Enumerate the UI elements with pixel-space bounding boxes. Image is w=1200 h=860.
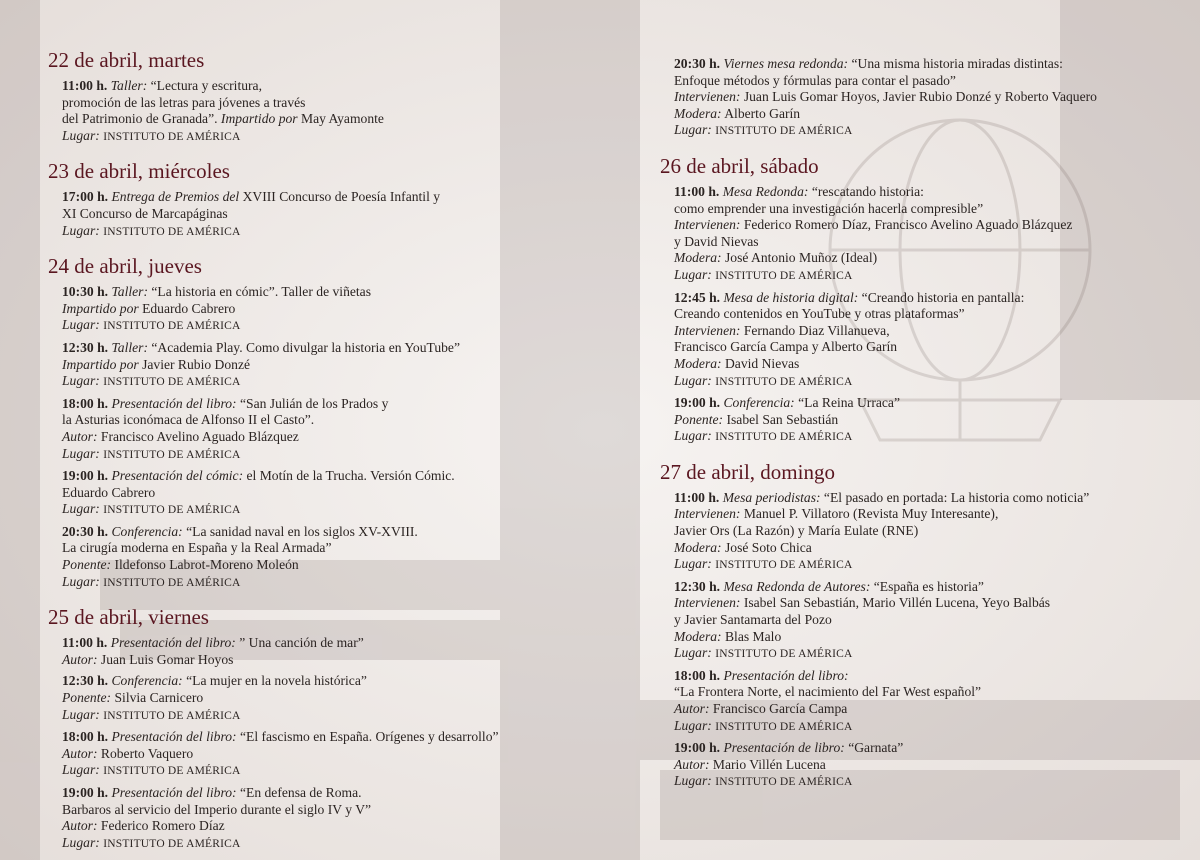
event-venue: INSTITUTO DE AMÉRICA <box>103 225 241 238</box>
event-line <box>62 284 608 301</box>
event-line <box>674 757 1180 774</box>
event-role-label: Viernes mesa redonda: <box>723 56 849 71</box>
event-time: 19:00 h. <box>674 740 721 756</box>
event-role-label: Modera: <box>674 105 722 121</box>
event-text: Alberto Garín <box>721 105 801 121</box>
event-line <box>674 290 1180 307</box>
event-text: “Una misma historia miradas distintas: <box>848 56 1063 71</box>
event-text: David Nievas <box>721 355 800 371</box>
event-entry <box>674 184 1180 285</box>
event-role-label: Autor: <box>62 651 98 667</box>
event-text: “rescatando historia: <box>808 183 924 199</box>
event-line <box>674 718 1180 736</box>
event-line <box>674 645 1180 663</box>
event-role-label: Lugar: <box>674 428 712 444</box>
event-role-label: Mesa Redonda: <box>722 183 809 199</box>
event-text: Mario Villén Lucena <box>709 756 826 772</box>
event-time: 19:00 h. <box>62 785 109 800</box>
event-role-label: Autor: <box>62 745 98 761</box>
event-line <box>674 306 1180 323</box>
event-role-label: Lugar: <box>674 122 712 138</box>
event-line <box>62 540 608 557</box>
event-role-label: Presentación del libro: <box>111 729 237 745</box>
event-text: “San Julián de los Prados y <box>236 395 389 411</box>
event-line <box>62 357 608 374</box>
event-entry <box>674 56 1180 140</box>
event-venue: INSTITUTO DE AMÉRICA <box>715 125 853 138</box>
event-line <box>62 574 608 592</box>
event-role-label: Lugar: <box>674 372 712 388</box>
event-text: del Patrimonio de Granada”. <box>62 111 221 127</box>
event-line <box>674 323 1180 340</box>
event-line <box>62 111 608 128</box>
event-entry <box>674 740 1180 791</box>
event-line <box>674 701 1180 718</box>
event-text: “La mujer en la novela histórica” <box>182 673 367 689</box>
event-entry <box>62 396 608 463</box>
event-entry <box>62 635 608 668</box>
event-text: la Asturias iconómaca de Alfonso II el Casto”. <box>62 412 315 428</box>
event-text: Ildefonso Labrot-Moreno Moleón <box>111 557 299 573</box>
event-text: XVIII Concurso de Poesía Infantil y <box>239 189 441 205</box>
event-role-label: Impartido por <box>220 111 298 127</box>
event-text: como emprender una investigación hacerla compresible” <box>674 200 984 216</box>
event-entry <box>62 468 608 519</box>
event-line <box>674 684 1180 701</box>
event-role-label: Lugar: <box>62 317 100 333</box>
event-line <box>674 234 1180 251</box>
event-time: 19:00 h. <box>674 395 721 411</box>
event-time: 12:30 h. <box>62 339 109 355</box>
event-role-label: Intervienen: <box>674 595 741 611</box>
event-text: “Garnata” <box>844 740 904 756</box>
event-role-label: Mesa de historia digital: <box>723 289 859 305</box>
event-time: 11:00 h. <box>674 183 720 199</box>
event-text: Juan Luis Gomar Hoyos <box>97 651 234 667</box>
event-role-label: Presentación de libro: <box>723 740 845 756</box>
event-line <box>62 446 608 464</box>
event-text: Enfoque métodos y fórmulas para contar el pasado” <box>674 72 956 88</box>
event-entry <box>674 395 1180 446</box>
event-line <box>62 785 608 802</box>
event-role-label: Lugar: <box>62 222 100 238</box>
event-line <box>62 189 608 206</box>
event-role-label: Taller: <box>111 284 148 300</box>
event-text: “En defensa de Roma. <box>236 785 362 800</box>
event-line <box>62 818 608 835</box>
event-line <box>674 740 1180 757</box>
event-text: “La Frontera Norte, el nacimiento del Far West español” <box>674 684 982 700</box>
event-text: “Creando historia en pantalla: <box>858 289 1025 305</box>
event-venue: INSTITUTO DE AMÉRICA <box>715 559 853 572</box>
event-venue: INSTITUTO DE AMÉRICA <box>103 576 241 589</box>
event-line <box>674 395 1180 412</box>
event-time: 17:00 h. <box>62 189 109 205</box>
event-role-label: Lugar: <box>674 266 712 282</box>
event-entry <box>62 78 608 145</box>
event-line <box>674 629 1180 646</box>
event-entry <box>62 284 608 335</box>
event-venue: INSTITUTO DE AMÉRICA <box>103 130 241 143</box>
event-line <box>674 373 1180 391</box>
event-text: “España es historia” <box>870 578 984 594</box>
event-time: 11:00 h. <box>62 635 108 651</box>
event-text: XI Concurso de Marcapáginas <box>62 205 228 221</box>
event-text: Eduardo Cabrero <box>138 300 236 316</box>
event-text: Federico Romero Díaz, Francisco Avelino Aguado Blázquez <box>740 217 1073 233</box>
event-role-label: Autor: <box>674 756 710 772</box>
event-role-label: Taller: <box>111 339 148 355</box>
event-line <box>62 707 608 725</box>
event-venue: INSTITUTO DE AMÉRICA <box>103 709 241 722</box>
event-role-label: Lugar: <box>62 127 100 143</box>
event-line <box>674 579 1180 596</box>
event-text: “Lectura y escritura, <box>147 78 262 93</box>
event-text: “La historia en cómic”. Taller de viñetas <box>148 284 372 300</box>
event-entry <box>674 490 1180 574</box>
event-text: Blas Malo <box>721 628 782 644</box>
event-line <box>674 540 1180 557</box>
event-text: Francisco Avelino Aguado Blázquez <box>97 428 299 444</box>
event-venue: INSTITUTO DE AMÉRICA <box>715 431 853 444</box>
event-role-label: Conferencia: <box>111 523 183 539</box>
event-entry <box>62 340 608 391</box>
event-line <box>62 835 608 853</box>
event-line <box>674 339 1180 356</box>
event-role-label: Mesa periodistas: <box>722 489 821 505</box>
event-time: 20:30 h. <box>62 523 109 539</box>
event-role-label: Lugar: <box>674 645 712 661</box>
event-role-label: Autor: <box>674 701 710 716</box>
event-role-label: Presentación del libro: <box>110 635 236 651</box>
event-line <box>674 428 1180 446</box>
event-time: 12:30 h. <box>674 578 721 594</box>
event-text: Francisco García Campa <box>709 701 848 716</box>
event-role-label: Entrega de Premios del <box>111 189 240 205</box>
event-role-label: Ponente: <box>62 690 112 706</box>
event-time: 12:30 h. <box>62 673 109 689</box>
event-line <box>674 217 1180 234</box>
event-venue: INSTITUTO DE AMÉRICA <box>715 269 853 282</box>
event-line <box>674 412 1180 429</box>
day-heading: 26 de abril, sábado <box>660 153 819 178</box>
event-text: “La sanidad naval en los siglos XV-XVIII. <box>182 523 418 539</box>
event-time: 10:30 h. <box>62 284 109 300</box>
event-line <box>674 267 1180 285</box>
event-role-label: Presentación del libro: <box>111 785 237 800</box>
event-line <box>674 356 1180 373</box>
event-entry <box>62 189 608 240</box>
event-line <box>674 556 1180 574</box>
event-text: Javier Ors (La Razón) y María Eulate (RNE) <box>674 523 919 539</box>
event-role-label: Ponente: <box>62 557 112 573</box>
event-venue: INSTITUTO DE AMÉRICA <box>103 765 241 778</box>
event-line <box>674 89 1180 106</box>
event-role-label: Presentación del libro: <box>723 667 849 683</box>
event-line <box>62 729 608 746</box>
event-text: “El pasado en portada: La historia como noticia” <box>820 489 1090 505</box>
event-line <box>62 340 608 357</box>
event-entry <box>674 290 1180 391</box>
event-role-label: Mesa Redonda de Autores: <box>723 578 871 594</box>
event-time: 11:00 h. <box>62 78 108 93</box>
event-entry <box>62 524 608 591</box>
event-time: 20:30 h. <box>674 56 721 71</box>
event-role-label: Conferencia: <box>111 673 183 689</box>
event-venue: INSTITUTO DE AMÉRICA <box>715 720 853 733</box>
event-line <box>674 773 1180 791</box>
event-text: “La Reina Urraca” <box>794 395 900 411</box>
event-role-label: Presentación del libro: <box>111 395 237 411</box>
event-line <box>674 595 1180 612</box>
event-line <box>674 250 1180 267</box>
event-text: “Academia Play. Como divulgar la historia en YouTube” <box>148 339 460 355</box>
event-entry <box>62 785 608 852</box>
event-line <box>62 762 608 780</box>
event-line <box>62 206 608 223</box>
event-time: 19:00 h. <box>62 468 109 484</box>
event-line <box>62 396 608 413</box>
event-text: Silvia Carnicero <box>111 690 204 706</box>
event-role-label: Intervienen: <box>674 89 741 105</box>
event-line <box>62 373 608 391</box>
event-line <box>674 184 1180 201</box>
event-role-label: Presentación del cómic: <box>111 468 244 484</box>
event-role-label: Lugar: <box>62 706 100 722</box>
event-role-label: Autor: <box>62 428 98 444</box>
event-line <box>62 429 608 446</box>
event-role-label: Lugar: <box>62 834 100 850</box>
event-line <box>62 501 608 519</box>
event-entry <box>674 668 1180 735</box>
event-line <box>62 95 608 112</box>
event-text: Eduardo Cabrero <box>62 484 156 500</box>
event-role-label: Intervienen: <box>674 217 741 233</box>
event-role-label: Autor: <box>62 818 98 834</box>
event-venue: INSTITUTO DE AMÉRICA <box>715 776 853 789</box>
event-text: Fernando Diaz Villanueva, <box>740 322 890 338</box>
day-heading: 24 de abril, jueves <box>48 254 202 279</box>
event-venue: INSTITUTO DE AMÉRICA <box>103 504 241 517</box>
event-text: Francisco García Campa y Alberto Garín <box>674 339 898 355</box>
event-line <box>62 802 608 819</box>
event-time: 18:00 h. <box>674 667 721 683</box>
left-column <box>48 48 608 857</box>
event-line <box>62 652 608 669</box>
event-line <box>62 746 608 763</box>
event-role-label: Taller: <box>110 78 148 93</box>
event-text: y David Nievas <box>674 233 759 249</box>
event-role-label: Impartido por <box>62 356 139 372</box>
event-text: promoción de las letras para jóvenes a través <box>62 94 306 110</box>
event-role-label: Ponente: <box>674 411 724 427</box>
event-text: el Motín de la Trucha. Versión Cómic. <box>243 468 455 484</box>
event-text: ” Una canción de mar” <box>235 635 364 651</box>
event-role-label: Impartido por <box>62 300 139 316</box>
event-text: Juan Luis Gomar Hoyos, Javier Rubio Donzé y Roberto Vaquero <box>740 89 1097 105</box>
event-line <box>674 73 1180 90</box>
day-heading: 25 de abril, viernes <box>48 605 209 630</box>
event-role-label: Lugar: <box>62 445 100 461</box>
event-text: Isabel San Sebastián, Mario Villén Lucena, Yeyo Balbás <box>740 595 1051 611</box>
event-entry <box>674 579 1180 663</box>
event-text: Javier Rubio Donzé <box>138 356 251 372</box>
event-time: 12:45 h. <box>674 289 721 305</box>
event-role-label: Modera: <box>674 628 722 644</box>
event-venue: INSTITUTO DE AMÉRICA <box>103 448 241 461</box>
event-venue: INSTITUTO DE AMÉRICA <box>103 376 241 389</box>
event-text: Federico Romero Díaz <box>97 818 225 834</box>
event-time: 18:00 h. <box>62 729 109 745</box>
event-text: May Ayamonte <box>297 111 384 127</box>
day-heading: 23 de abril, miércoles <box>48 159 230 184</box>
event-text: Barbaros al servicio del Imperio durante el siglo IV y V” <box>62 801 372 817</box>
event-line <box>62 223 608 241</box>
event-text: Manuel P. Villatoro (Revista Muy Interesante), <box>740 506 999 522</box>
event-entry <box>62 729 608 780</box>
event-line <box>62 635 608 652</box>
event-line <box>62 317 608 335</box>
event-venue: INSTITUTO DE AMÉRICA <box>103 837 241 850</box>
event-text: y Javier Santamarta del Pozo <box>674 612 832 628</box>
event-text: Isabel San Sebastián <box>723 411 839 427</box>
event-line <box>674 56 1180 73</box>
event-role-label: Lugar: <box>62 762 100 778</box>
event-line <box>62 485 608 502</box>
event-venue: INSTITUTO DE AMÉRICA <box>103 320 241 333</box>
event-line <box>674 668 1180 685</box>
event-role-label: Conferencia: <box>723 395 795 411</box>
event-role-label: Modera: <box>674 539 722 555</box>
event-role-label: Intervienen: <box>674 322 741 338</box>
event-line <box>674 490 1180 507</box>
event-text: Creando contenidos en YouTube y otras plataformas” <box>674 306 965 322</box>
event-role-label: Modera: <box>674 250 722 266</box>
day-heading: 22 de abril, martes <box>48 48 205 72</box>
event-venue: INSTITUTO DE AMÉRICA <box>715 375 853 388</box>
event-line <box>62 412 608 429</box>
event-role-label: Lugar: <box>674 717 712 733</box>
event-line <box>674 506 1180 523</box>
event-line <box>62 524 608 541</box>
event-role-label: Lugar: <box>62 373 100 389</box>
event-text: José Antonio Muñoz (Ideal) <box>721 250 878 266</box>
event-line <box>62 78 608 95</box>
event-time: 18:00 h. <box>62 395 109 411</box>
event-text: La cirugía moderna en España y la Real Armada” <box>62 540 332 556</box>
event-line <box>674 106 1180 123</box>
event-text: José Soto Chica <box>721 539 812 555</box>
event-line <box>62 557 608 574</box>
event-text: Roberto Vaquero <box>97 745 194 761</box>
event-line <box>62 301 608 318</box>
event-line <box>62 128 608 146</box>
event-role-label: Intervienen: <box>674 506 741 522</box>
event-line <box>62 468 608 485</box>
event-role-label: Lugar: <box>62 573 100 589</box>
event-role-label: Lugar: <box>674 773 712 789</box>
event-line <box>674 201 1180 218</box>
day-heading: 27 de abril, domingo <box>660 459 835 484</box>
right-column <box>660 56 1180 796</box>
event-venue: INSTITUTO DE AMÉRICA <box>715 648 853 661</box>
event-line <box>62 673 608 690</box>
event-line <box>674 122 1180 140</box>
event-role-label: Lugar: <box>674 556 712 572</box>
event-role-label: Lugar: <box>62 501 100 517</box>
event-role-label: Modera: <box>674 355 722 371</box>
event-text: “El fascismo en España. Orígenes y desarrollo” <box>236 729 499 745</box>
event-time: 11:00 h. <box>674 489 720 505</box>
event-line <box>62 690 608 707</box>
event-line <box>674 612 1180 629</box>
event-line <box>674 523 1180 540</box>
event-entry <box>62 673 608 724</box>
